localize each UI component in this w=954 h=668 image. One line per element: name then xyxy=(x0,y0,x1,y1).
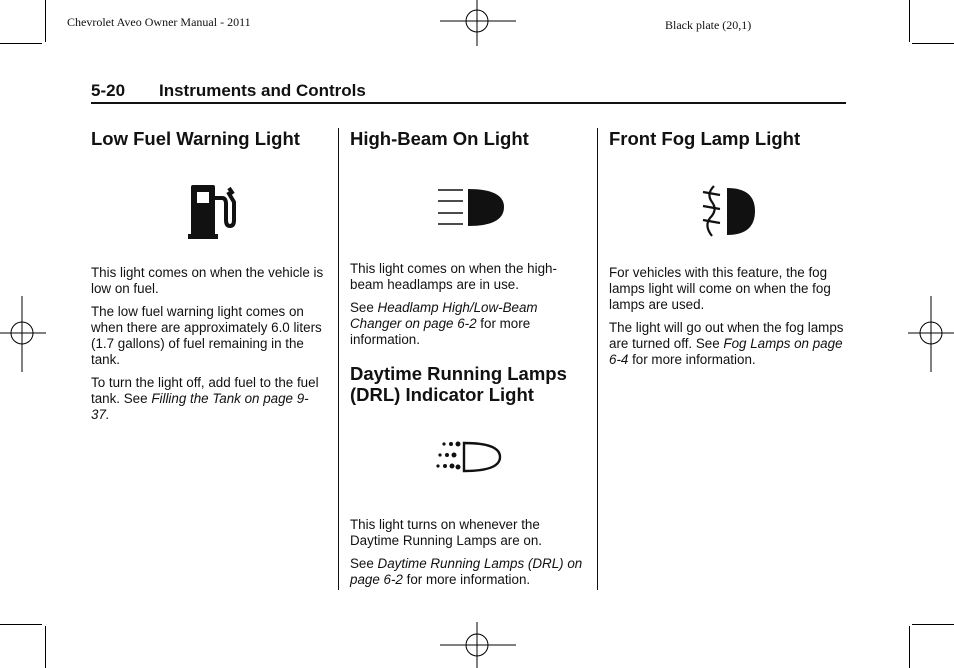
page-number: 5-20 xyxy=(91,81,126,100)
drl-paragraph-1: This light turns on whenever the Daytime Running Lamps are on. xyxy=(350,517,543,548)
drl-heading: Daytime Running Lamps (DRL) Indicator Light xyxy=(350,363,567,405)
drl-section xyxy=(350,363,590,405)
cross-reference: Fog Lamps on page 6-4 xyxy=(609,336,843,367)
high-beam-icon xyxy=(436,186,506,230)
high-beam-section xyxy=(350,128,586,149)
header-rule xyxy=(91,102,846,104)
plate-label: Black plate (20,1) xyxy=(665,18,752,32)
section-title: Instruments and Controls xyxy=(159,81,366,100)
fog-lamp-icon xyxy=(700,184,758,240)
registration-target-top xyxy=(440,0,516,46)
cross-reference: Headlamp High/Low-Beam Changer on page 6-2 xyxy=(350,300,538,331)
low-fuel-heading: Low Fuel Warning Light xyxy=(91,128,300,149)
fog-lamp-paragraph-2: The light will go out when the fog lamps are turned off. See Fog Lamps on page 6-4 for more information. xyxy=(609,320,844,367)
fog-lamp-paragraph-1: For vehicles with this feature, the fog lamps light will come on when the fog lamps are used. xyxy=(609,265,831,312)
low-fuel-section xyxy=(91,128,327,149)
manual-title: Chevrolet Aveo Owner Manual - 2011 xyxy=(67,15,251,29)
registration-target-right xyxy=(908,296,954,372)
low-fuel-paragraph-1: This light comes on when the vehicle is low on fuel. xyxy=(91,265,324,296)
fog-lamp-section xyxy=(609,128,845,149)
low-fuel-paragraph-2: The low fuel warning light comes on when there are approximately 6.0 liters (1.7 gallons) of fuel remaining in the tank. xyxy=(91,304,322,367)
cross-reference: Daytime Running Lamps (DRL) on page 6-2 xyxy=(350,556,583,587)
fuel-pump-icon xyxy=(188,182,240,240)
column-divider xyxy=(597,128,598,590)
high-beam-heading: High-Beam On Light xyxy=(350,128,529,149)
registration-target-left xyxy=(0,296,46,372)
cross-reference: Filling the Tank on page 9-37. xyxy=(91,391,309,422)
high-beam-paragraph-1: This light comes on when the high-beam headlamps are in use. xyxy=(350,261,557,292)
high-beam-paragraph-2: See Headlamp High/Low-Beam Changer on page 6-2 for more information. xyxy=(350,300,538,347)
drl-icon xyxy=(434,440,504,474)
column-divider xyxy=(338,128,339,590)
fog-lamp-heading: Front Fog Lamp Light xyxy=(609,128,801,149)
drl-paragraph-2: See Daytime Running Lamps (DRL) on page 6-2 for more information. xyxy=(350,556,583,587)
registration-target-bottom xyxy=(440,622,516,668)
low-fuel-paragraph-3: To turn the light off, add fuel to the fuel tank. See Filling the Tank on page 9-37. xyxy=(91,375,319,422)
